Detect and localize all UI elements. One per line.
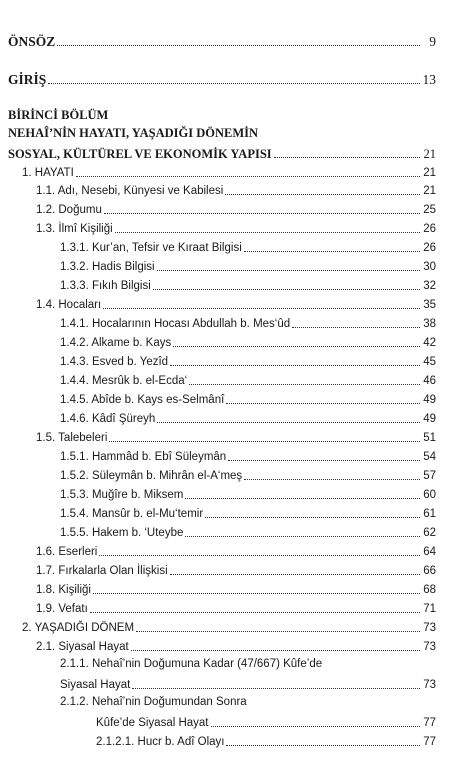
toc-entry[interactable]: [60, 276, 436, 293]
leader-dots: [136, 630, 420, 632]
toc-entry-page: 45: [423, 356, 436, 368]
toc-entry-title: 1.3.3. Fıkıh Bilgisi: [60, 280, 151, 292]
leader-dots: [90, 611, 420, 613]
toc-entry-title: 1.5.2. Süleymân b. Mihrân el-A‘meş: [60, 470, 243, 482]
toc-entry-title: 1.4.2. Alkame b. Kays: [60, 337, 172, 349]
toc-entry[interactable]: [60, 485, 436, 502]
leader-dots: [244, 478, 420, 480]
toc-entry[interactable]: [36, 637, 436, 654]
toc-entry-page: 61: [423, 508, 436, 520]
leader-dots: [185, 497, 420, 499]
toc-entry-title-line1: 2.1.2. Nehaî’nin Doğumundan Sonra: [60, 696, 247, 708]
leader-dots: [292, 326, 420, 328]
toc-entry[interactable]: [60, 409, 436, 426]
toc-entry-page: 35: [423, 299, 436, 311]
toc-entry-page: 30: [423, 261, 436, 273]
toc-entry-title: 1.4.4. Mesrûk b. el-Ecda‘: [60, 375, 188, 387]
toc-entry-page: 13: [422, 72, 436, 87]
toc-entry[interactable]: [96, 732, 436, 749]
leader-dots: [211, 725, 420, 727]
toc-entry[interactable]: [36, 542, 436, 559]
toc-entry-title: 1.4.1. Hocalarının Hocası Abdullah b. Mes‘ûd: [60, 318, 291, 330]
leader-dots: [170, 573, 420, 575]
toc-entry-page: 57: [423, 470, 436, 482]
toc-entry-title-line2: Siyasal Hayat: [60, 679, 131, 691]
part-heading-line3: SOSYAL, KÜLTÜREL VE EKONOMİK YAPISI: [8, 147, 272, 161]
toc-entry-title: 1.5.4. Mansûr b. el-Mu‘temir: [60, 508, 204, 520]
toc-entry-title: 1.9. Vefatı: [36, 603, 88, 615]
toc-entry-title: 2.1.2.1. Hucr b. Adî Olayı: [96, 736, 225, 748]
toc-entry-page: 73: [423, 679, 436, 691]
leader-dots: [103, 307, 420, 309]
toc-entry-title: 2.1. Siyasal Hayat: [36, 641, 129, 653]
leader-dots: [93, 592, 420, 594]
toc-entry[interactable]: [36, 219, 436, 236]
leader-dots: [99, 554, 420, 556]
toc-entry-title: 1.7. Fırkalarla Olan İlişkisi: [36, 565, 168, 577]
toc-entry-page: 71: [423, 603, 436, 615]
toc-entry-title-line1: 2.1.1. Nehaî’nin Doğumuna Kadar (47/667) Kûfe’de: [60, 658, 323, 670]
toc-entry-page: 21: [423, 167, 436, 179]
leader-dots: [185, 535, 420, 537]
toc-entry[interactable]: [96, 713, 436, 730]
toc-entry[interactable]: [36, 561, 436, 578]
toc-entry-page: 49: [423, 394, 436, 406]
toc-entry[interactable]: [36, 599, 436, 616]
leader-dots: [157, 269, 420, 271]
leader-dots: [132, 687, 420, 689]
leader-dots: [228, 459, 420, 461]
toc-entry-title-line2: Kûfe’de Siyasal Hayat: [96, 717, 209, 729]
leader-dots: [157, 421, 420, 423]
leader-dots: [76, 175, 420, 177]
toc-entry-page: 77: [423, 717, 436, 729]
leader-dots: [153, 288, 420, 290]
toc-entry-page: 25: [423, 204, 436, 216]
toc-entry-page: 51: [423, 432, 436, 444]
leader-dots: [226, 744, 420, 746]
toc-entry[interactable]: [60, 333, 436, 350]
toc-entry[interactable]: [36, 181, 436, 198]
toc-entry-title: 1.5. Talebeleri: [36, 432, 108, 444]
leader-dots: [244, 250, 420, 252]
toc-entry[interactable]: [60, 504, 436, 521]
leader-dots: [48, 82, 420, 84]
leader-dots: [170, 364, 420, 366]
toc-entry-page: 38: [423, 318, 436, 330]
toc-entry-page: 77: [423, 736, 436, 748]
leader-dots: [115, 231, 420, 233]
toc-entry-page: 9: [429, 34, 436, 49]
toc-entry[interactable]: [60, 314, 436, 331]
toc-entry-page: 26: [423, 223, 436, 235]
toc-entry-title: 1. HAYATI: [22, 167, 74, 179]
toc-entry-title: 1.4.6. Kâdî Şüreyh: [60, 413, 156, 425]
toc-entry-title: 1.5.5. Hakem b. ‘Uteybe: [60, 527, 184, 539]
toc-entry-page: 62: [423, 527, 436, 539]
toc-entry[interactable]: [60, 675, 436, 692]
toc-entry[interactable]: [60, 390, 436, 407]
leader-dots: [173, 345, 420, 347]
toc-entry-page: 66: [423, 565, 436, 577]
toc-entry-page: 26: [423, 242, 436, 254]
toc-entry-title: 1.4.3. Esved b. Yezîd: [60, 356, 169, 368]
toc-entry[interactable]: [60, 447, 436, 464]
toc-entry-page: 49: [423, 413, 436, 425]
toc-entry-page: 42: [423, 337, 436, 349]
toc-entry-title: GİRİŞ: [8, 72, 47, 87]
leader-dots: [225, 193, 420, 195]
toc-entry[interactable]: [36, 295, 436, 312]
toc-entry-title: 1.3. İlmî Kişiliği: [36, 223, 113, 235]
toc-entry-title: 1.3.2. Hadis Bilgisi: [60, 261, 155, 273]
toc-entry-title: 1.1. Adı, Nesebi, Künyesi ve Kabilesi: [36, 185, 224, 197]
toc-entry-page: 21: [423, 185, 436, 197]
leader-dots: [274, 156, 420, 158]
toc-entry-page: 32: [423, 280, 436, 292]
toc-entry[interactable]: [36, 428, 436, 445]
toc-entry-title: 1.4.5. Abîde b. Kays es-Selmânî: [60, 394, 225, 406]
leader-dots: [104, 212, 420, 214]
toc-entry-page: 64: [423, 546, 436, 558]
leader-dots: [226, 402, 420, 404]
toc-entry-title: 1.2. Doğumu: [36, 204, 102, 216]
leader-dots: [131, 649, 420, 651]
toc-entry-page: 68: [423, 584, 436, 596]
toc-entry-page: 73: [423, 641, 436, 653]
toc-entry-title: 1.4. Hocaları: [36, 299, 102, 311]
toc-entry[interactable]: [60, 352, 436, 369]
toc-entry-title: 1.5.3. Muğîre b. Miksem: [60, 489, 184, 501]
toc-entry-title: ÖNSÖZ: [8, 34, 56, 49]
toc-entry[interactable]: [60, 466, 436, 483]
toc-entry-page: 21: [423, 147, 436, 161]
toc-entry-title: 1.5.1. Hammâd b. Ebî Süleymân: [60, 451, 227, 463]
toc-entry-giris[interactable]: [8, 70, 436, 87]
toc-entry-title: 1.3.1. Kur’an, Tefsir ve Kıraat Bilgisi: [60, 242, 242, 254]
toc-entry[interactable]: [60, 238, 436, 255]
leader-dots: [189, 383, 420, 385]
toc-entry-part1[interactable]: [8, 144, 436, 161]
toc-entry[interactable]: [22, 163, 436, 180]
toc-entry-page: 54: [423, 451, 436, 463]
toc-entry-onsoz[interactable]: [8, 32, 436, 49]
leader-dots: [109, 440, 420, 442]
leader-dots: [205, 516, 420, 518]
leader-dots: [57, 44, 420, 46]
toc-entry[interactable]: [36, 580, 436, 597]
toc-entry[interactable]: [22, 618, 436, 635]
part-heading-line1: BİRİNCİ BÖLÜM: [8, 108, 109, 122]
toc-entry[interactable]: [60, 523, 436, 540]
toc-entry-page: 73: [423, 622, 436, 634]
toc-entry-page: 46: [423, 375, 436, 387]
toc-entry[interactable]: [60, 257, 436, 274]
toc-entry[interactable]: [36, 200, 436, 217]
part-heading-line2: NEHAÎ’NİN HAYATI, YAŞADIĞI DÖNEMİN: [8, 126, 259, 140]
toc-entry-page: 60: [423, 489, 436, 501]
toc-entry[interactable]: [60, 371, 436, 388]
toc-entry-title: 2. YAŞADIĞI DÖNEM: [22, 622, 135, 634]
toc-entry-title: 1.8. Kişiliği: [36, 584, 91, 596]
toc-entry-title: 1.6. Eserleri: [36, 546, 98, 558]
